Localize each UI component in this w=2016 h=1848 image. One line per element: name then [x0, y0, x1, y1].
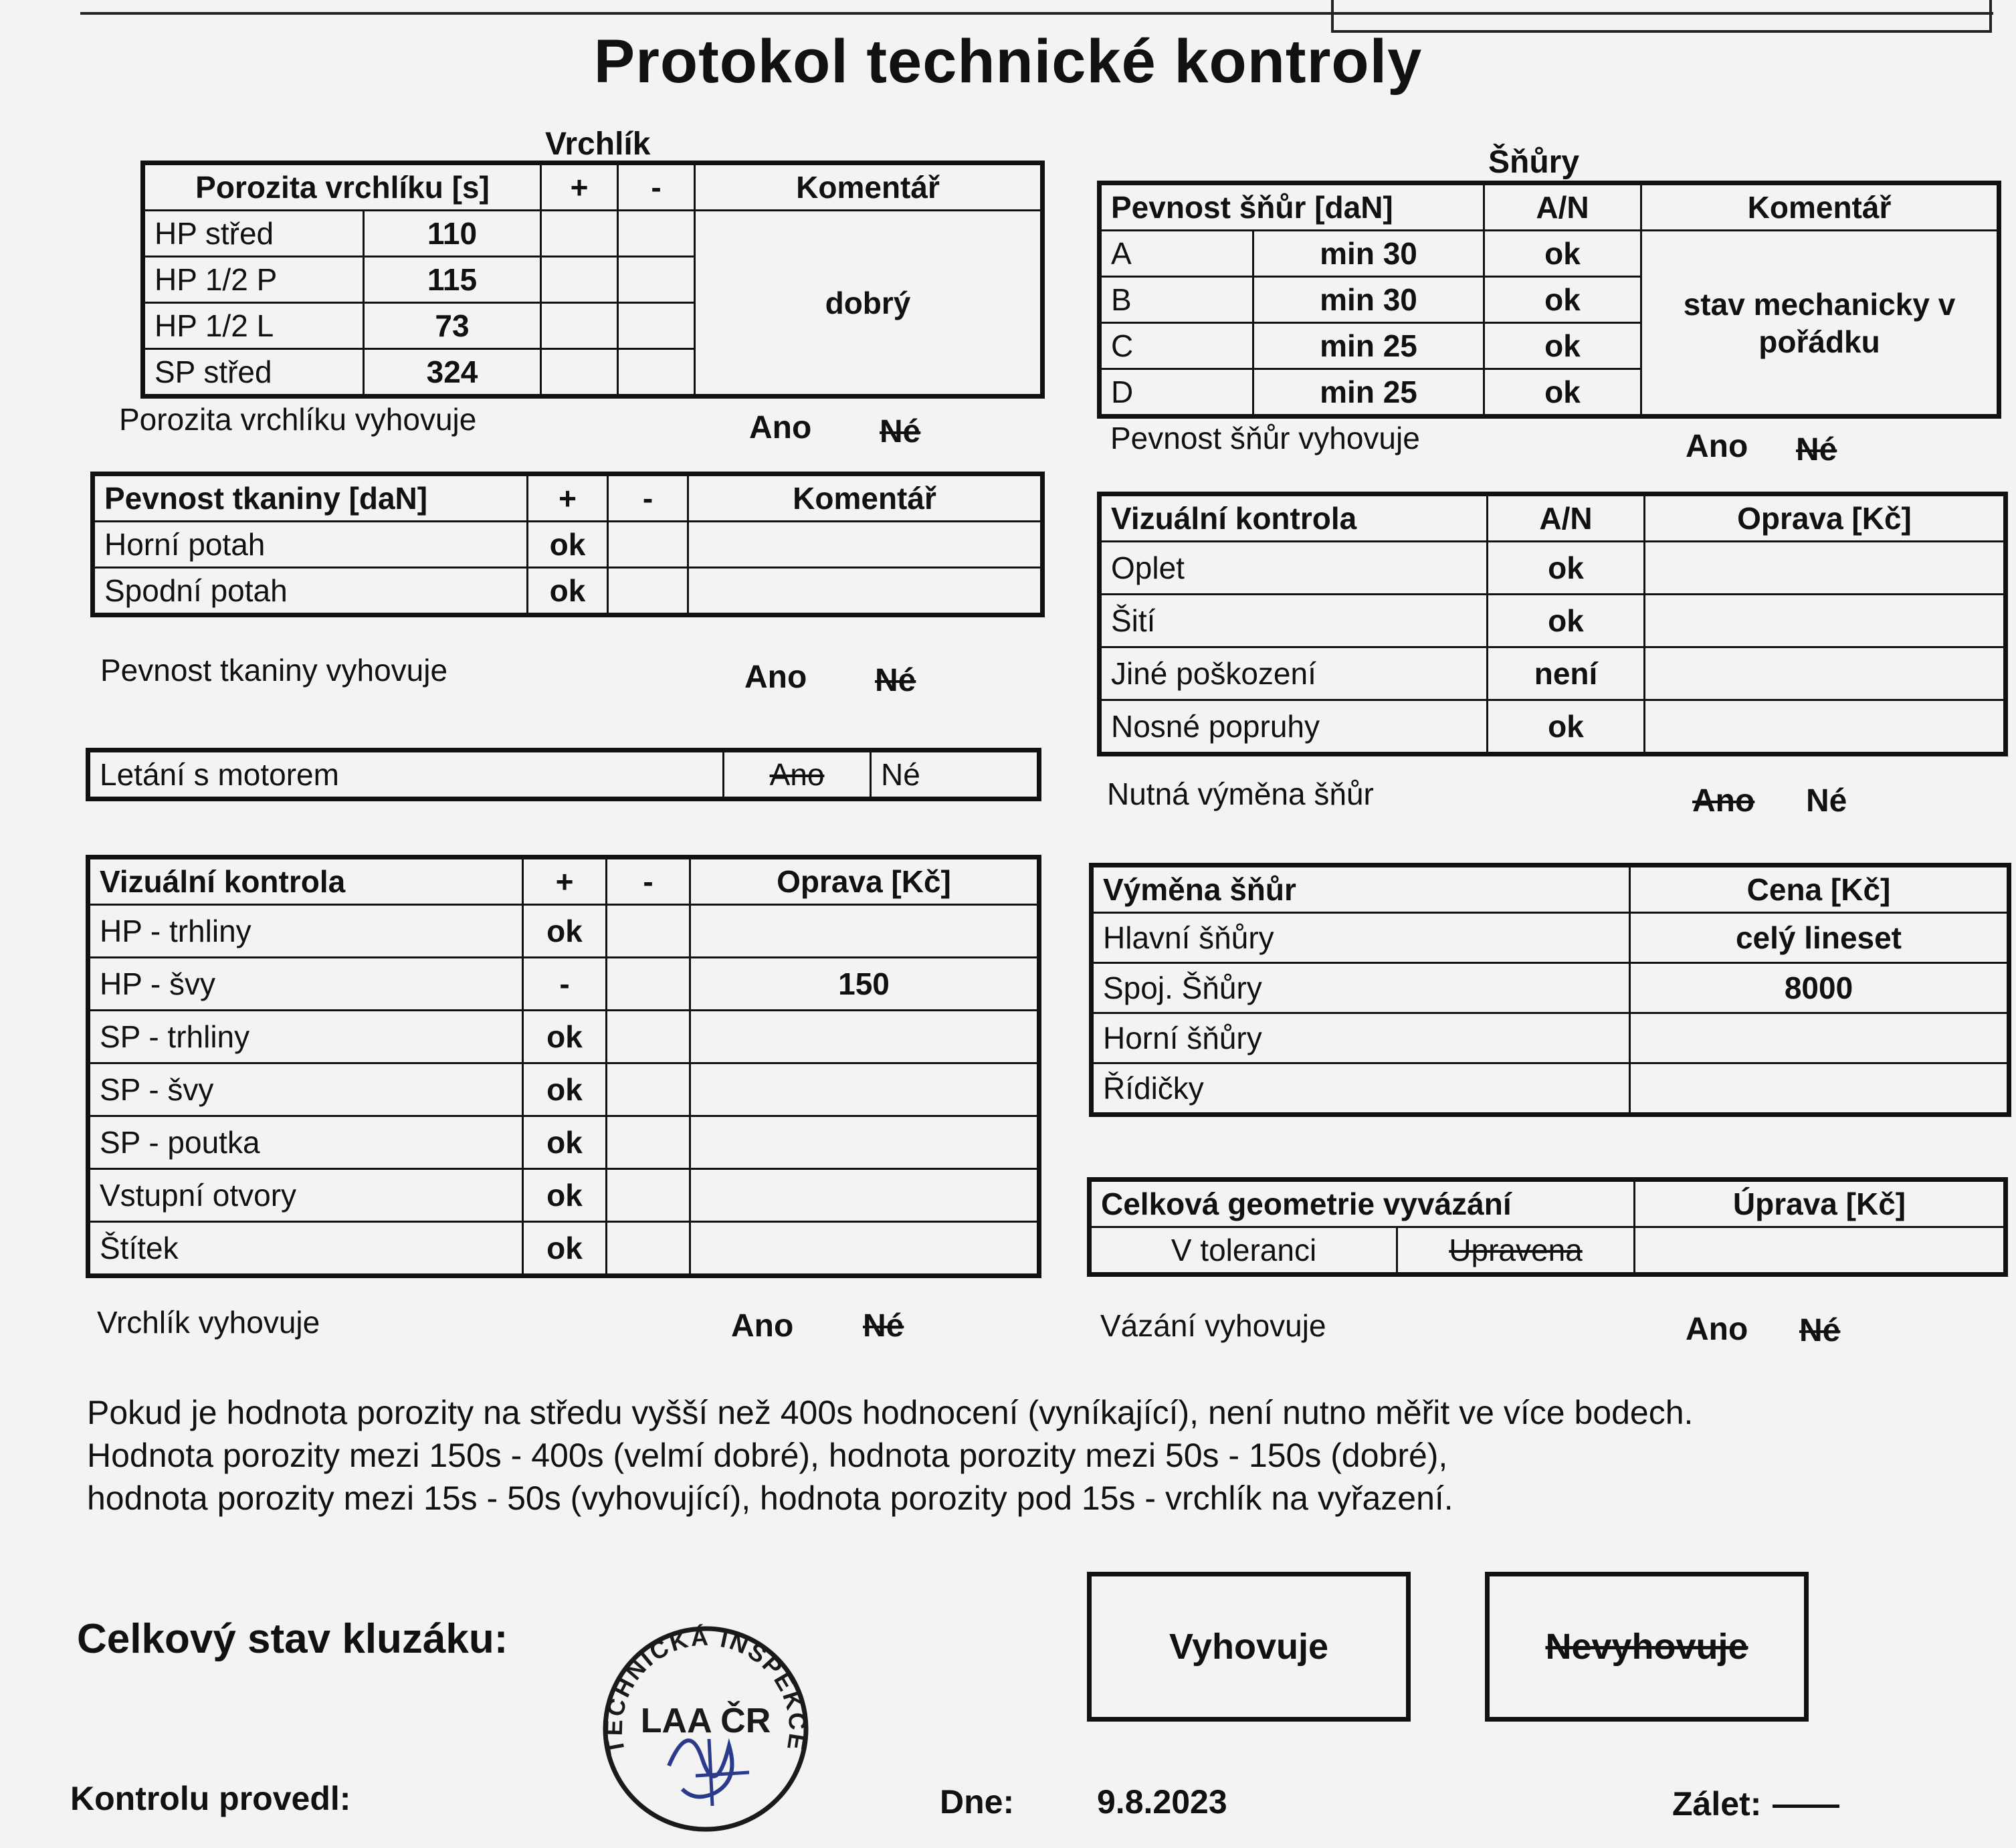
- plus-header: +: [541, 163, 618, 211]
- plus-cell: [541, 349, 618, 397]
- an-cell: ok: [1484, 323, 1641, 369]
- note-line: Pokud je hodnota porozity na středu vyšší než 400s hodnocení (vyníkající), není nutno měřit ve více bodech.: [87, 1394, 1694, 1431]
- minus-header: -: [608, 474, 688, 522]
- row-value: 73: [364, 303, 541, 349]
- pevnost-snur-ano[interactable]: Ano: [1686, 429, 1748, 464]
- oprava-cell: [690, 1169, 1039, 1222]
- vymena-header: Výměna šňůr: [1092, 865, 1630, 913]
- section-heading-vrchlik: Vrchlík: [545, 126, 651, 162]
- komentar-header: Komentář: [1641, 183, 1999, 231]
- minus-cell: [607, 905, 690, 958]
- porozita-ne[interactable]: Né: [880, 414, 921, 449]
- stamp-center-text: LAA ČR: [640, 1702, 771, 1740]
- vymena-ne[interactable]: Né: [1806, 783, 1847, 819]
- row-value: 324: [364, 349, 541, 397]
- snury-comment: stav mechanicky v pořádku: [1641, 231, 1999, 417]
- minus-header: -: [618, 163, 695, 211]
- pevnost-snur-table: [1097, 181, 2001, 419]
- zalet-value: ——: [1773, 1785, 1839, 1823]
- celkovy-stav-label: Celkový stav kluzáku:: [77, 1616, 508, 1662]
- row-label: B: [1100, 277, 1253, 323]
- plus-cell: ok: [523, 1116, 607, 1169]
- porozita-header: Porozita vrchlíku [s]: [143, 163, 541, 211]
- vrchlik-vizualni-table: [86, 855, 1041, 1278]
- inspection-stamp: [595, 1619, 816, 1839]
- vrchlik-verdict-label: Vrchlík vyhovuje: [97, 1305, 320, 1340]
- vrchlik-ano[interactable]: Ano: [731, 1308, 794, 1344]
- row-label: Hlavní šňůry: [1092, 913, 1630, 963]
- row-label: SP - švy: [88, 1063, 523, 1116]
- minus-cell: [607, 958, 690, 1011]
- kontrolu-provedl-label: Kontrolu provedl:: [70, 1780, 351, 1817]
- vymena-snur-table: [1089, 863, 2011, 1117]
- row-label: Nosné popruhy: [1100, 700, 1488, 754]
- oprava-cell: [1645, 647, 2006, 700]
- row-label: HP 1/2 P: [143, 257, 364, 303]
- plus-cell: ok: [523, 1222, 607, 1276]
- minus-header: -: [607, 857, 690, 905]
- oprava-header: Oprava [Kč]: [1645, 494, 2006, 542]
- komentar-header: Komentář: [695, 163, 1043, 211]
- plus-cell: [541, 303, 618, 349]
- minus-cell: [607, 1222, 690, 1276]
- minus-cell: [618, 349, 695, 397]
- minus-cell: [618, 257, 695, 303]
- pevnost-ne[interactable]: Né: [875, 663, 916, 698]
- plus-cell: ok: [523, 1169, 607, 1222]
- date-value: 9.8.2023: [1097, 1783, 1227, 1821]
- an-cell: ok: [1484, 277, 1641, 323]
- row-label: Horní potah: [93, 522, 528, 568]
- an-cell: ok: [1484, 231, 1641, 277]
- motor-table: [86, 748, 1041, 801]
- row-value: min 25: [1253, 323, 1484, 369]
- porozita-verdict-label: Porozita vrchlíku vyhovuje: [119, 402, 477, 437]
- section-heading-snury: Šňůry: [1488, 144, 1580, 180]
- an-header: A/N: [1488, 494, 1645, 542]
- vazani-verdict-label: Vázání vyhovuje: [1100, 1308, 1326, 1343]
- row-label: HP střed: [143, 211, 364, 257]
- oprava-header: Oprava [Kč]: [690, 857, 1039, 905]
- plus-cell: ok: [523, 905, 607, 958]
- row-label: SP střed: [143, 349, 364, 397]
- porozita-comment: dobrý: [695, 211, 1043, 397]
- stamp-top-text: TECHNICKÁ INSPEKCE: [599, 1623, 812, 1757]
- comment-cell: [688, 522, 1043, 568]
- row-value: 110: [364, 211, 541, 257]
- row-label: D: [1100, 369, 1253, 417]
- pevnost-verdict-label: Pevnost tkaniny vyhovuje: [100, 653, 448, 688]
- oprava-cell: 150: [690, 958, 1039, 1011]
- vizualni-header: Vizuální kontrola: [1100, 494, 1488, 542]
- plus-cell: ok: [528, 568, 608, 615]
- oprava-cell: [690, 1116, 1039, 1169]
- minus-cell: [607, 1116, 690, 1169]
- oprava-cell: [690, 1222, 1039, 1276]
- oprava-cell: [1645, 700, 2006, 754]
- row-label: Štítek: [88, 1222, 523, 1276]
- plus-header: +: [528, 474, 608, 522]
- row-value: min 25: [1253, 369, 1484, 417]
- signature-mark: [669, 1740, 732, 1796]
- plus-header: +: [523, 857, 607, 905]
- pevnost-snur-verdict-label: Pevnost šňůr vyhovuje: [1110, 421, 1420, 455]
- porozita-note: [87, 1391, 1693, 1520]
- minus-cell: [607, 1011, 690, 1063]
- minus-cell: [607, 1063, 690, 1116]
- plus-cell: [541, 211, 618, 257]
- minus-cell: [607, 1169, 690, 1222]
- plus-cell: ok: [523, 1011, 607, 1063]
- cena-cell: [1630, 1063, 2009, 1115]
- pevnost-snur-ne[interactable]: Né: [1796, 432, 1837, 468]
- page-title: Protokol technické kontroly: [593, 27, 1423, 96]
- cena-header: Cena [Kč]: [1630, 865, 2009, 913]
- row-label: Jiné poškození: [1100, 647, 1488, 700]
- row-label: C: [1100, 323, 1253, 369]
- row-label: Řídičky: [1092, 1063, 1630, 1115]
- option-v-toleranci[interactable]: V toleranci: [1090, 1227, 1397, 1275]
- row-label: SP - poutka: [88, 1116, 523, 1169]
- vrchlik-ne[interactable]: Né: [863, 1308, 904, 1344]
- an-header: A/N: [1484, 183, 1641, 231]
- vymena-ano[interactable]: Ano: [1692, 783, 1755, 819]
- oprava-cell: [1645, 542, 2006, 595]
- comment-cell: [688, 568, 1043, 615]
- an-cell: ok: [1488, 542, 1645, 595]
- minus-cell: [618, 303, 695, 349]
- motor-label: Letání s motorem: [88, 750, 724, 799]
- oprava-cell: [690, 905, 1039, 958]
- option-upravena[interactable]: Upravena: [1397, 1227, 1635, 1275]
- oprava-cell: [690, 1063, 1039, 1116]
- row-label: Horní šňůry: [1092, 1013, 1630, 1063]
- vymena-verdict-label: Nutná výměna šňůr: [1107, 777, 1374, 811]
- oprava-cell: [1645, 595, 2006, 647]
- porozita-table: [140, 161, 1045, 399]
- note-line: hodnota porozity mezi 15s - 50s (vyhovující), hodnota porozity pod 15s - vrchlík na vyřazení.: [87, 1479, 1453, 1517]
- row-label: HP 1/2 L: [143, 303, 364, 349]
- an-cell: není: [1488, 647, 1645, 700]
- uprava-cell: [1635, 1227, 2006, 1275]
- row-label: Vstupní otvory: [88, 1169, 523, 1222]
- geometrie-table: [1087, 1177, 2008, 1277]
- oprava-cell: [690, 1011, 1039, 1063]
- vazani-ano[interactable]: Ano: [1686, 1312, 1748, 1347]
- zalet-label: Zálet:: [1672, 1785, 1762, 1823]
- geometrie-header: Celková geometrie vyvázání: [1090, 1180, 1635, 1227]
- an-cell: ok: [1488, 595, 1645, 647]
- minus-cell: [618, 211, 695, 257]
- porozita-ano[interactable]: Ano: [749, 410, 812, 445]
- row-label: Oplet: [1100, 542, 1488, 595]
- cena-cell: 8000: [1630, 963, 2009, 1013]
- motor-ne[interactable]: Né: [871, 750, 1039, 799]
- row-label: Šití: [1100, 595, 1488, 647]
- note-line: Hodnota porozity mezi 150s - 400s (velmí dobré), hodnota porozity mezi 50s - 150s (dobré),: [87, 1437, 1448, 1474]
- nevyhovuje-box[interactable]: Nevyhovuje: [1485, 1572, 1809, 1722]
- plus-cell: -: [523, 958, 607, 1011]
- vazani-ne[interactable]: Né: [1799, 1313, 1841, 1348]
- dne-label: Dne:: [940, 1783, 1015, 1821]
- row-label: Spodní potah: [93, 568, 528, 615]
- pevnost-tkaniny-table: [90, 472, 1045, 617]
- snury-vizualni-table: [1097, 492, 2008, 756]
- plus-cell: ok: [528, 522, 608, 568]
- an-cell: ok: [1488, 700, 1645, 754]
- row-value: min 30: [1253, 277, 1484, 323]
- vizualni-header: Vizuální kontrola: [88, 857, 523, 905]
- cena-cell: celý lineset: [1630, 913, 2009, 963]
- minus-cell: [608, 568, 688, 615]
- row-label: SP - trhliny: [88, 1011, 523, 1063]
- pevnost-ano[interactable]: Ano: [744, 659, 807, 695]
- row-value: 115: [364, 257, 541, 303]
- minus-cell: [608, 522, 688, 568]
- row-label: A: [1100, 231, 1253, 277]
- komentar-header: Komentář: [688, 474, 1043, 522]
- motor-ano[interactable]: Ano: [724, 750, 871, 799]
- row-label: HP - trhliny: [88, 905, 523, 958]
- plus-cell: [541, 257, 618, 303]
- an-cell: ok: [1484, 369, 1641, 417]
- pevnost-header: Pevnost tkaniny [daN]: [93, 474, 528, 522]
- row-value: min 30: [1253, 231, 1484, 277]
- row-label: Spoj. Šňůry: [1092, 963, 1630, 1013]
- vyhovuje-box[interactable]: Vyhovuje: [1087, 1572, 1411, 1722]
- pevnost-snur-header: Pevnost šňůr [daN]: [1100, 183, 1484, 231]
- row-label: HP - švy: [88, 958, 523, 1011]
- cena-cell: [1630, 1013, 2009, 1063]
- plus-cell: ok: [523, 1063, 607, 1116]
- uprava-header: Úprava [Kč]: [1635, 1180, 2006, 1227]
